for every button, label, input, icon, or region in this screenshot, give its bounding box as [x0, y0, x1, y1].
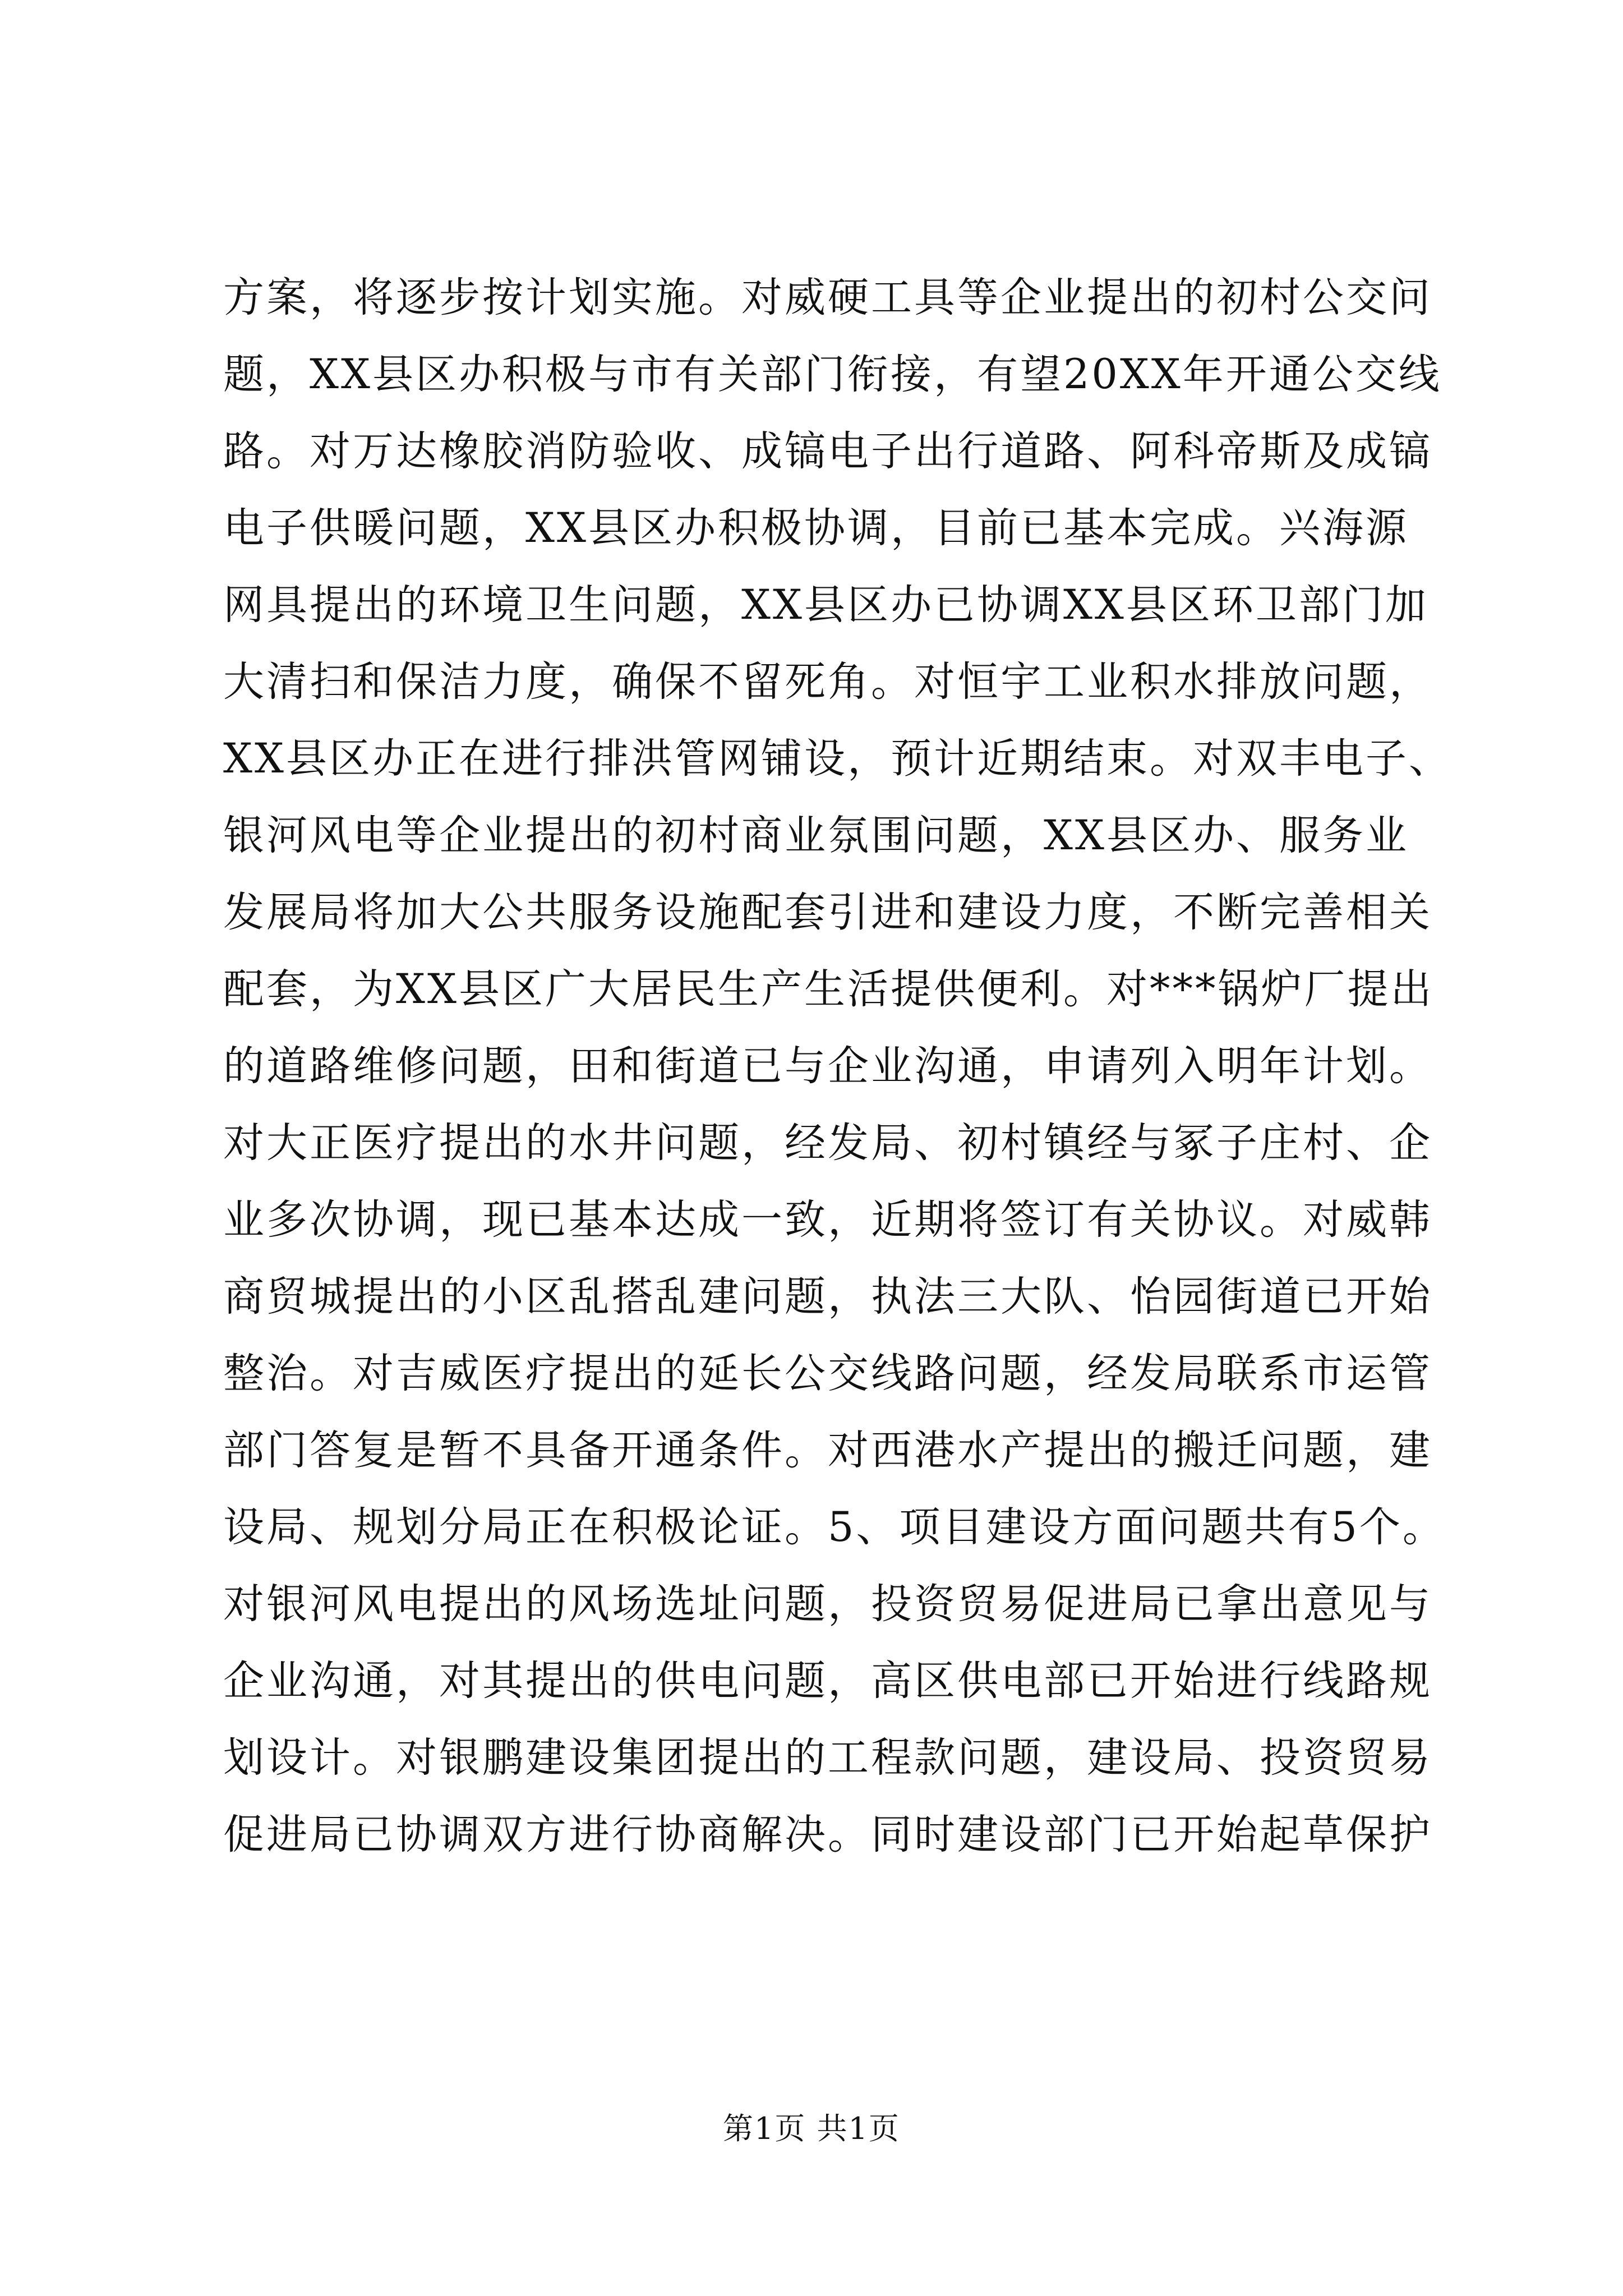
text-line: 业多次协调，现已基本达成一致，近期将签订有关协议。对威韩 — [223, 1196, 1432, 1244]
text-line: 配套，为XX县区广大居民生产生活提供便利。对***锅炉厂提出 — [223, 965, 1434, 1013]
text-line: 题，XX县区办积极与市有关部门衔接，有望20XX年开通公交线 — [223, 351, 1442, 398]
text-line: 企业沟通，对其提出的供电问题，高区供电部已开始进行线路规 — [223, 1657, 1432, 1705]
text-line: 网具提出的环境卫生问题，XX县区办已协调XX县区环卫部门加 — [223, 581, 1428, 629]
text-line: 的道路维修问题，田和街道已与企业沟通，申请列入明年计划。 — [223, 1042, 1432, 1090]
body-text — [223, 259, 1452, 1873]
text-line: 整治。对吉威医疗提出的延长公交线路问题，经发局联系市运管 — [223, 1350, 1432, 1397]
text-line: 划设计。对银鹏建设集团提出的工程款问题，建设局、投资贸易 — [223, 1734, 1432, 1782]
text-line: 促进局已协调双方进行协商解决。同时建设部门已开始起草保护 — [223, 1811, 1432, 1858]
text-line: 部门答复是暂不具备开通条件。对西港水产提出的搬迁问题，建 — [223, 1427, 1432, 1474]
text-line: 银河风电等企业提出的初村商业氛围问题，XX县区办、服务业 — [223, 812, 1409, 859]
text-line: 电子供暖问题，XX县区办积极协调，目前已基本完成。兴海源 — [223, 504, 1409, 552]
text-line: 方案，将逐步按计划实施。对威硬工具等企业提出的初村公交问 — [223, 274, 1432, 321]
text-line: 大清扫和保洁力度，确保不留死角。对恒宇工业积水排放问题， — [223, 658, 1432, 706]
text-line: 对大正医疗提出的水井问题，经发局、初村镇经与冢子庄村、企 — [223, 1119, 1432, 1167]
text-line: 商贸城提出的小区乱搭乱建问题，执法三大队、怡园街道已开始 — [223, 1273, 1432, 1320]
text-line: 设局、规划分局正在积极论证。5、项目建设方面问题共有5个。 — [223, 1503, 1446, 1551]
text-line: XX县区办正在进行排洪管网铺设，预计近期结束。对双丰电子、 — [223, 735, 1452, 783]
text-line: 路。对万达橡胶消防验收、成镐电子出行道路、阿科帝斯及成镐 — [223, 427, 1432, 475]
page-footer — [0, 2109, 1623, 2148]
text-line: 发展局将加大公共服务设施配套引进和建设力度，不断完善相关 — [223, 889, 1432, 936]
text-line: 对银河风电提出的风场选址问题，投资贸易促进局已拿出意见与 — [223, 1580, 1432, 1628]
page-number: 第1页 共1页 — [723, 2111, 900, 2146]
